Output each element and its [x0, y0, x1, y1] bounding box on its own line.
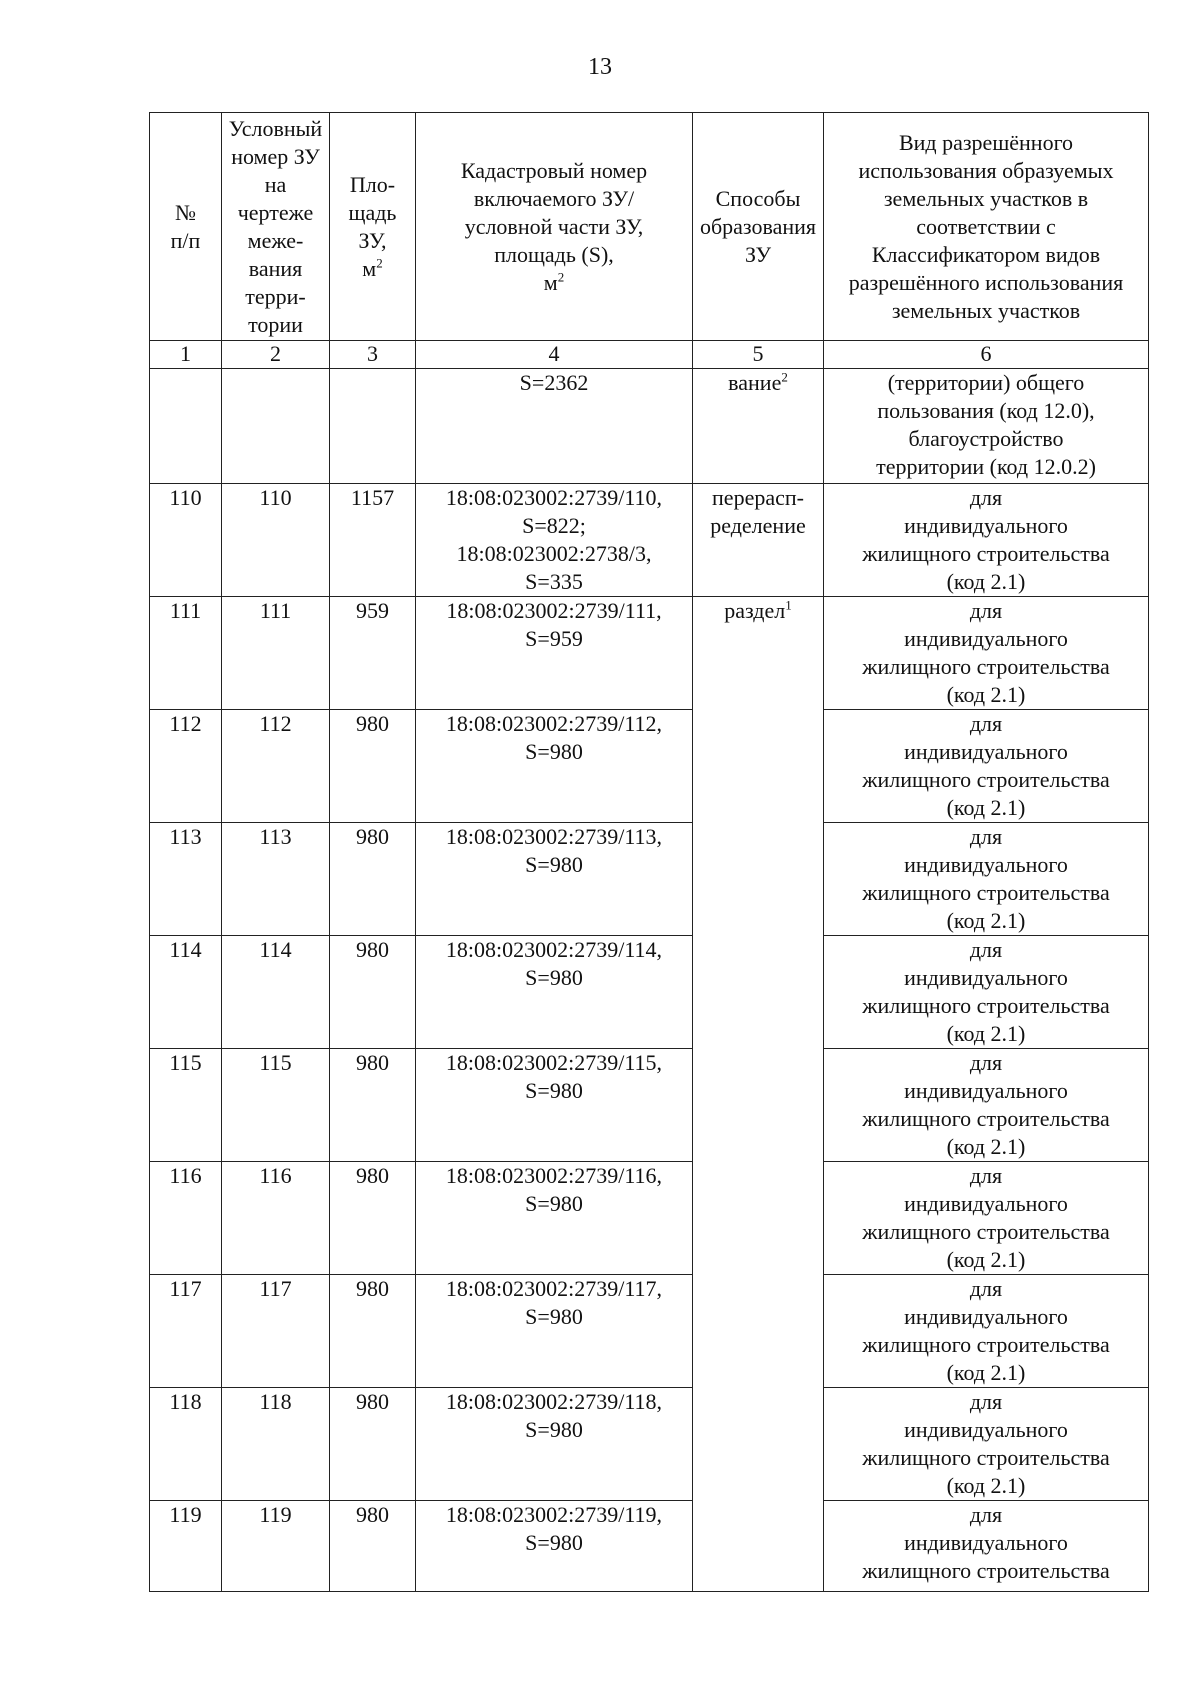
cell-method: перерасп- ределение	[693, 484, 824, 597]
cell-area: 980	[330, 1501, 416, 1592]
table-row	[150, 823, 1149, 936]
table-row	[150, 1275, 1149, 1388]
table-row	[150, 1501, 1149, 1592]
header-area: Пло- щадь ЗУ, $м^2$	[330, 113, 416, 341]
cell-conditional-number: 114	[222, 936, 330, 1049]
cell-area: 980	[330, 1049, 416, 1162]
cell-permitted-use: для индивидуального жилищного строительства (код 2.1)	[824, 1275, 1149, 1388]
cell-area: 980	[330, 823, 416, 936]
cell-area: 980	[330, 1275, 416, 1388]
cell-row-number: 114	[150, 936, 222, 1049]
cell-permitted-use: для индивидуального жилищного строительства (код 2.1)	[824, 1388, 1149, 1501]
cell-method: вание$^2$	[693, 369, 824, 484]
cell-cadastral: 18:08:023002:2739/118, S=980	[416, 1388, 693, 1501]
cell-cadastral: 18:08:023002:2739/114, S=980	[416, 936, 693, 1049]
cell-area: 980	[330, 710, 416, 823]
cell-conditional-number: 111	[222, 597, 330, 710]
cell-area: 980	[330, 1388, 416, 1501]
cell-conditional-number: 119	[222, 1501, 330, 1592]
column-number: 4	[416, 341, 693, 369]
cell-area: 980	[330, 1162, 416, 1275]
cell-row-number: 110	[150, 484, 222, 597]
cell-conditional-number: 117	[222, 1275, 330, 1388]
cell-row-number: 113	[150, 823, 222, 936]
cell-area: 959	[330, 597, 416, 710]
header-formation-method: Способы образования ЗУ	[693, 113, 824, 341]
cell-conditional-number: 116	[222, 1162, 330, 1275]
page-number: 13	[588, 54, 612, 80]
column-number: 6	[824, 341, 1149, 369]
cell-row-number: 118	[150, 1388, 222, 1501]
table-row	[150, 484, 1149, 597]
cell-row-number: 112	[150, 710, 222, 823]
header-conditional-number: Условный номер ЗУ на чертеже меже- вания терри- тории	[222, 113, 330, 341]
cell-permitted-use: для индивидуального жилищного строительства (код 2.1)	[824, 597, 1149, 710]
table-header-row	[150, 113, 1149, 341]
cell-permitted-use: для индивидуального жилищного строительства	[824, 1501, 1149, 1592]
column-number: 3	[330, 341, 416, 369]
cell-area	[330, 369, 416, 484]
table-row	[150, 369, 1149, 484]
cell-conditional-number: 112	[222, 710, 330, 823]
cell-permitted-use: для индивидуального жилищного строительства (код 2.1)	[824, 1162, 1149, 1275]
cell-area: 980	[330, 936, 416, 1049]
column-number: 5	[693, 341, 824, 369]
cell-row-number: 117	[150, 1275, 222, 1388]
cell-permitted-use: для индивидуального жилищного строительства (код 2.1)	[824, 936, 1149, 1049]
cell-row-number: 111	[150, 597, 222, 710]
cell-cadastral: 18:08:023002:2739/110, S=822; 18:08:023002:2738/3, S=335	[416, 484, 693, 597]
cell-cadastral: 18:08:023002:2739/117, S=980	[416, 1275, 693, 1388]
table-row	[150, 1388, 1149, 1501]
cell-method-merged: раздел$^1$	[693, 597, 824, 1592]
column-numbers-row	[150, 341, 1149, 369]
cell-permitted-use: (территории) общего пользования (код 12.0), благоустройство территории (код 12.0.2)	[824, 369, 1149, 484]
table-row	[150, 936, 1149, 1049]
cell-permitted-use: для индивидуального жилищного строительства (код 2.1)	[824, 823, 1149, 936]
cell-row-number: 119	[150, 1501, 222, 1592]
cell-row-number	[150, 369, 222, 484]
cell-conditional-number	[222, 369, 330, 484]
cell-area: 1157	[330, 484, 416, 597]
table-row	[150, 1049, 1149, 1162]
cell-row-number: 116	[150, 1162, 222, 1275]
header-cadastral-number: Кадастровый номер включаемого ЗУ/ условной части ЗУ, площадь (S), $м^2$	[416, 113, 693, 341]
column-number: 1	[150, 341, 222, 369]
cell-cadastral: 18:08:023002:2739/112, S=980	[416, 710, 693, 823]
cell-conditional-number: 113	[222, 823, 330, 936]
cell-conditional-number: 110	[222, 484, 330, 597]
table-row	[150, 1162, 1149, 1275]
cell-permitted-use: для индивидуального жилищного строительства (код 2.1)	[824, 484, 1149, 597]
cell-permitted-use: для индивидуального жилищного строительства (код 2.1)	[824, 710, 1149, 823]
cell-permitted-use: для индивидуального жилищного строительства (код 2.1)	[824, 1049, 1149, 1162]
header-permitted-use: Вид разрешённого использования образуемых земельных участков в соответствии с Классификатором видов разрешённого использования земельных участков	[824, 113, 1149, 341]
cell-row-number: 115	[150, 1049, 222, 1162]
land-plots-table	[149, 112, 1149, 1592]
cell-cadastral: 18:08:023002:2739/111, S=959	[416, 597, 693, 710]
cell-conditional-number: 115	[222, 1049, 330, 1162]
header-row-number: № п/п	[150, 113, 222, 341]
cell-cadastral: 18:08:023002:2739/119, S=980	[416, 1501, 693, 1592]
cell-cadastral: S=2362	[416, 369, 693, 484]
cell-conditional-number: 118	[222, 1388, 330, 1501]
cell-cadastral: 18:08:023002:2739/113, S=980	[416, 823, 693, 936]
column-number: 2	[222, 341, 330, 369]
cell-cadastral: 18:08:023002:2739/115, S=980	[416, 1049, 693, 1162]
table-row	[150, 597, 1149, 710]
cell-cadastral: 18:08:023002:2739/116, S=980	[416, 1162, 693, 1275]
table-row	[150, 710, 1149, 823]
